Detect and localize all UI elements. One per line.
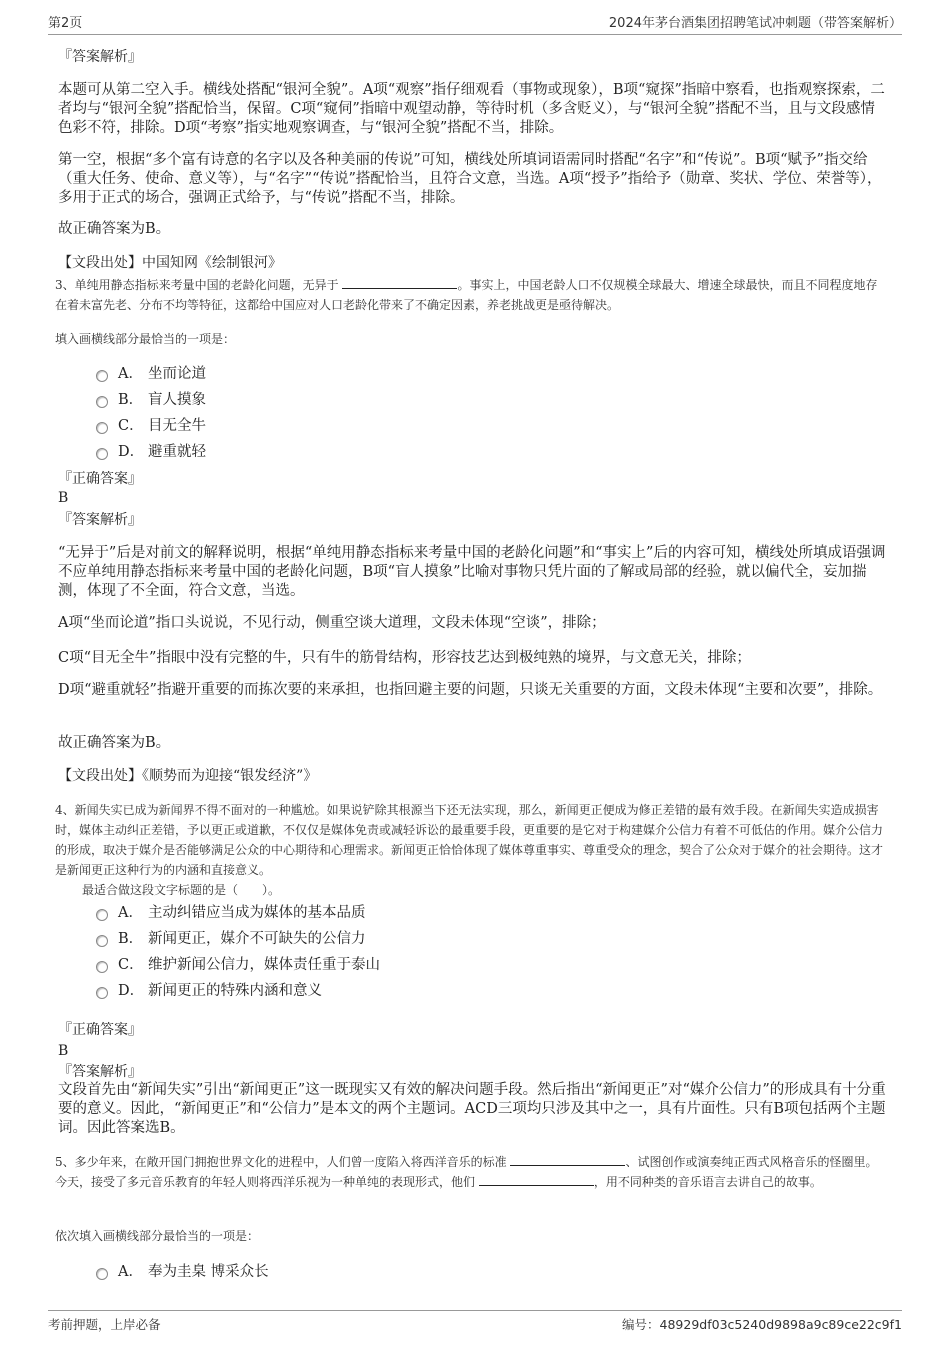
option-text: 盲人摸象: [148, 392, 206, 408]
radio-icon[interactable]: [96, 396, 108, 408]
radio-icon[interactable]: [96, 422, 108, 434]
q4-analysis: 文段首先由“新闻失实”引出“新闻更正”这一既现实又有效的解决问题手段。然后指出“新闻更正”对“媒介公信力”的形成具有十分重要的意义。因此，“新闻更正”和“公信力”是本文的两个主题词。ACD三项均只涉及其中之一，具有片面性。只有B项包括两个主题词。因此答案选B。: [58, 1082, 886, 1136]
q3-analysis-paragraph-2: A项“坐而论道”指口头说说，不见行动，侧重空谈大道理，文段未体现“空谈”，排除；: [58, 615, 606, 631]
radio-icon[interactable]: [96, 909, 108, 921]
q4-answer-heading: 『正确答案』: [58, 1022, 142, 1038]
q3-answer: B: [58, 490, 69, 506]
radio-icon[interactable]: [96, 935, 108, 947]
option-text: 避重就轻: [148, 444, 206, 460]
option-letter: C．: [118, 957, 144, 973]
q2-conclusion: 故正确答案为B。: [58, 221, 171, 237]
q3-stem: [55, 275, 888, 315]
option-text: 新闻更正的特殊内涵和意义: [148, 983, 322, 999]
q3-option-a[interactable]: [96, 364, 206, 384]
option-letter: D．: [118, 983, 145, 999]
q4-prompt: 最适合做这段文字标题的是（ ）。: [82, 883, 281, 897]
option-letter: A．: [118, 905, 143, 921]
document-title: 2024年茅台酒集团招聘笔试冲刺题（带答案解析）: [608, 16, 902, 31]
q5-blank-1: [510, 1153, 625, 1166]
q3-option-d[interactable]: [96, 442, 206, 462]
option-text: 坐而论道: [148, 366, 206, 382]
option-text: 主动纠错应当成为媒体的基本品质: [148, 905, 366, 921]
document-id: 编号：48929df03c5240d9898a9c89ce22c9f1: [622, 1317, 902, 1332]
q3-option-b[interactable]: [96, 390, 206, 410]
footer-slogan: 考前押题，上岸必备: [48, 1317, 161, 1332]
radio-icon[interactable]: [96, 448, 108, 460]
option-letter: B．: [118, 931, 144, 947]
q3-analysis-heading: 『答案解析』: [58, 512, 142, 528]
option-text: 新闻更正，媒介不可缺失的公信力: [148, 931, 366, 947]
q3-prompt: 填入画横线部分最恰当的一项是：: [55, 332, 236, 346]
q3-option-c[interactable]: [96, 416, 206, 436]
q3-stem-before: 3、单纯用静态指标来考量中国的老龄化问题，无异于: [55, 278, 339, 292]
q3-analysis-paragraph-1: “无异于”后是对前文的解释说明，根据“单纯用静态指标来考量中国的老龄化问题”和“事实上”后的内容可知，横线处所填成语强调不应单纯用静态指标来考量中国的老龄化问题，B项“盲人摸象”比喻对事物只凭片面的了解或局部的经验，就以偏代全，妄加揣测，体现了不全面，符合文意，当选。: [58, 545, 886, 599]
q3-stem-after: 。事实上，中国老龄人口不仅规模全球最大、增速全球最快，而且不同程度地存在着未富先老、分布不均等特征，这都给中国应对人口老龄化带来了不确定因素，养老挑战更是亟待解决。: [55, 278, 878, 312]
q4-option-b[interactable]: [96, 929, 366, 949]
q5-stem-part-3: ，用不同种类的音乐语言去讲自己的故事。: [593, 1175, 822, 1189]
q3-blank: [342, 276, 457, 289]
option-text: 维护新闻公信力，媒体责任重于泰山: [148, 957, 380, 973]
q5-stem: [55, 1152, 888, 1192]
q5-prompt: 依次填入画横线部分最恰当的一项是：: [55, 1229, 260, 1243]
q3-analysis-paragraph-3: C项“目无全牛”指眼中没有完整的牛，只有牛的筋骨结构，形容技艺达到极纯熟的境界，与文意无关，排除；: [58, 650, 751, 666]
page-number: 第2页: [48, 16, 83, 31]
q2-analysis-heading: 『答案解析』: [58, 49, 142, 65]
option-letter: B．: [118, 392, 144, 408]
radio-icon[interactable]: [96, 961, 108, 973]
q4-option-a[interactable]: [96, 903, 366, 923]
q4-analysis-heading: 『答案解析』: [58, 1064, 142, 1080]
radio-icon[interactable]: [96, 987, 108, 999]
option-text: 奉为圭臬 博采众长: [148, 1264, 269, 1280]
option-letter: A．: [118, 1264, 143, 1280]
option-letter: D．: [118, 444, 145, 460]
page-header: [48, 12, 902, 35]
q4-answer: B: [58, 1043, 69, 1059]
q4-option-d[interactable]: [96, 981, 322, 1001]
q3-answer-heading: 『正确答案』: [58, 471, 142, 487]
page-footer: [48, 1310, 902, 1337]
q3-source: 【文段出处】《顺势而为迎接“银发经济”》: [58, 768, 318, 784]
q4-stem: 4、新闻失实已成为新闻界不得不面对的一种尴尬。如果说铲除其根源当下还无法实现，那么，新闻更正便成为修正差错的最有效手段。在新闻失实造成损害时，媒体主动纠正差错，予以更正或道歉，不仅仅是媒体免责或减轻诉讼的最重要手段，更重要的是它对于构建媒介公信力有着不可低估的作用。媒介公信力的形成，取决于媒介是否能够满足公众的中心期待和心理需求。新闻更正恰恰体现了媒体尊重事实、尊重受众的理念，契合了公众对于媒介的社会期待。这才是新闻更正这种行为的内涵和直接意义。: [55, 803, 884, 877]
q5-stem-part-2: 、试图创作或演奏纯正西式风格音乐的怪圈里。今天，接受了多元音乐教育的年轻人则将西洋乐视为一种单纯的表现形式，他们: [55, 1155, 878, 1189]
q2-analysis-paragraph-2: 第一空，根据“多个富有诗意的名字以及各种美丽的传说”可知，横线处所填词语需同时搭配“名字”和“传说”。B项“赋予”指交给（重大任务、使命、意义等），与“名字”“传说”搭配恰当，且符合文意，当选。A项“授予”指给予（勋章、奖状、学位、荣誉等），多用于正式的场合，强调正式给予，与“传说”搭配不当，排除。: [58, 152, 882, 206]
option-letter: C．: [118, 418, 144, 434]
q2-analysis-paragraph-1: 本题可从第二空入手。横线处搭配“银河全貌”。A项“观察”指仔细观看（事物或现象），B项“窥探”指暗中察看，也指观察探索，二者均与“银河全貌”搭配恰当，保留。C项“窥伺”指暗中观望动静，等待时机（多含贬义），与“银河全貌”搭配不当，且与文段感情色彩不符，排除。D项“考察”指实地观察调查，与“银河全貌”搭配不当，排除。: [58, 82, 885, 136]
q3-conclusion: 故正确答案为B。: [58, 735, 171, 751]
q4-option-c[interactable]: [96, 955, 380, 975]
option-letter: A．: [118, 366, 143, 382]
q3-analysis-paragraph-4: D项“避重就轻”指避开重要的而拣次要的来承担，也指回避主要的问题，只谈无关重要的方面，文段未体现“主要和次要”，排除。: [58, 682, 883, 698]
q5-stem-part-1: 5、多少年来，在敞开国门拥抱世界文化的进程中，人们曾一度陷入将西洋音乐的标准: [55, 1155, 507, 1169]
radio-icon[interactable]: [96, 1268, 108, 1280]
radio-icon[interactable]: [96, 370, 108, 382]
q5-option-a[interactable]: [96, 1262, 269, 1282]
q2-source: 【文段出处】中国知网《绘制银河》: [58, 255, 282, 271]
q5-blank-2: [479, 1173, 594, 1186]
option-text: 目无全牛: [148, 418, 206, 434]
